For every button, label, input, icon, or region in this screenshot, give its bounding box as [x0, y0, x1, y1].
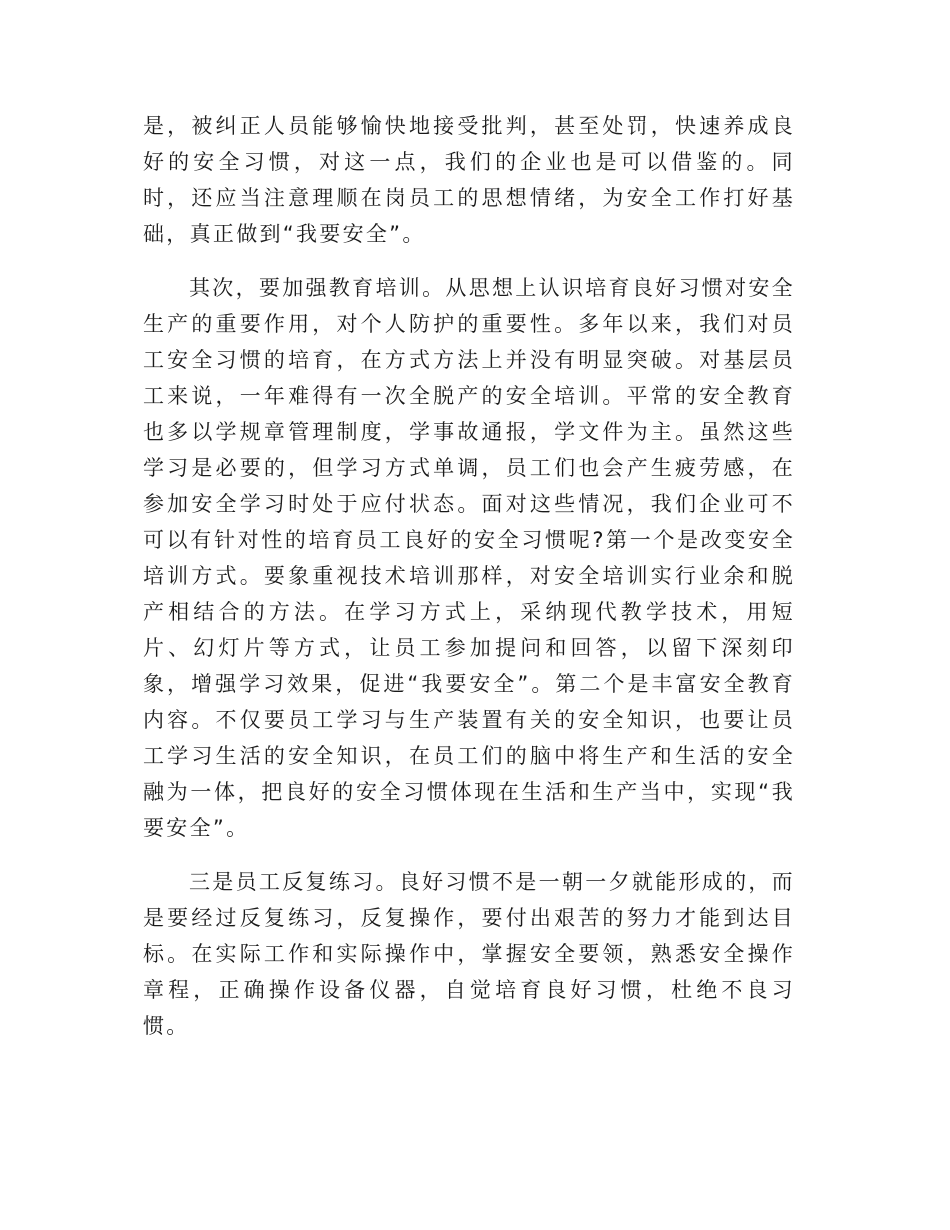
- document-body: [143, 108, 795, 1044]
- paragraph-repeated-practice: 三是员工反复练习。良好习惯不是一朝一夕就能形成的，而是要经过反复练习，反复操作，要付出艰苦的努力才能到达目标。在实际工作和实际操作中，掌握安全要领，熟悉安全操作章程，正确操作设备仪器，自觉培育良好习惯，杜绝不良习惯。: [143, 870, 795, 1038]
- paragraph-continuation: 是，被纠正人员能够愉快地接受批判，甚至处罚，快速养成良好的安全习惯，对这一点，我们的企业也是可以借鉴的。同时，还应当注意理顺在岗员工的思想情绪，为安全工作打好基础，真正做到“我要安全”。: [143, 114, 795, 246]
- paragraph-education-training: 其次，要加强教育培训。从思想上认识培育良好习惯对安全生产的重要作用，对个人防护的重要性。多年以来，我们对员工安全习惯的培育，在方式方法上并没有明显突破。对基层员工来说，一年难得有一次全脱产的安全培训。平常的安全教育也多以学规章管理制度，学事故通报，学文件为主。虽然这些学习是必要的，但学习方式单调，员工们也会产生疲劳感，在参加安全学习时处于应付状态。面对这些情况，我们企业可不可以有针对性的培育员工良好的安全习惯呢?第一个是改变安全培训方式。要象重视技术培训那样，对安全培训实行业余和脱产相结合的方法。在学习方式上，采纳现代教学技术，用短片、幻灯片等方式，让员工参加提问和回答，以留下深刻印象，增强学习效果，促进“我要安全”。第二个是丰富安全教育内容。不仅要员工学习与生产装置有关的安全知识，也要让员工学习生活的安全知识，在员工们的脑中将生产和生活的安全融为一体，把良好的安全习惯体现在生活和生产当中，实现“我要安全”。: [143, 276, 795, 840]
